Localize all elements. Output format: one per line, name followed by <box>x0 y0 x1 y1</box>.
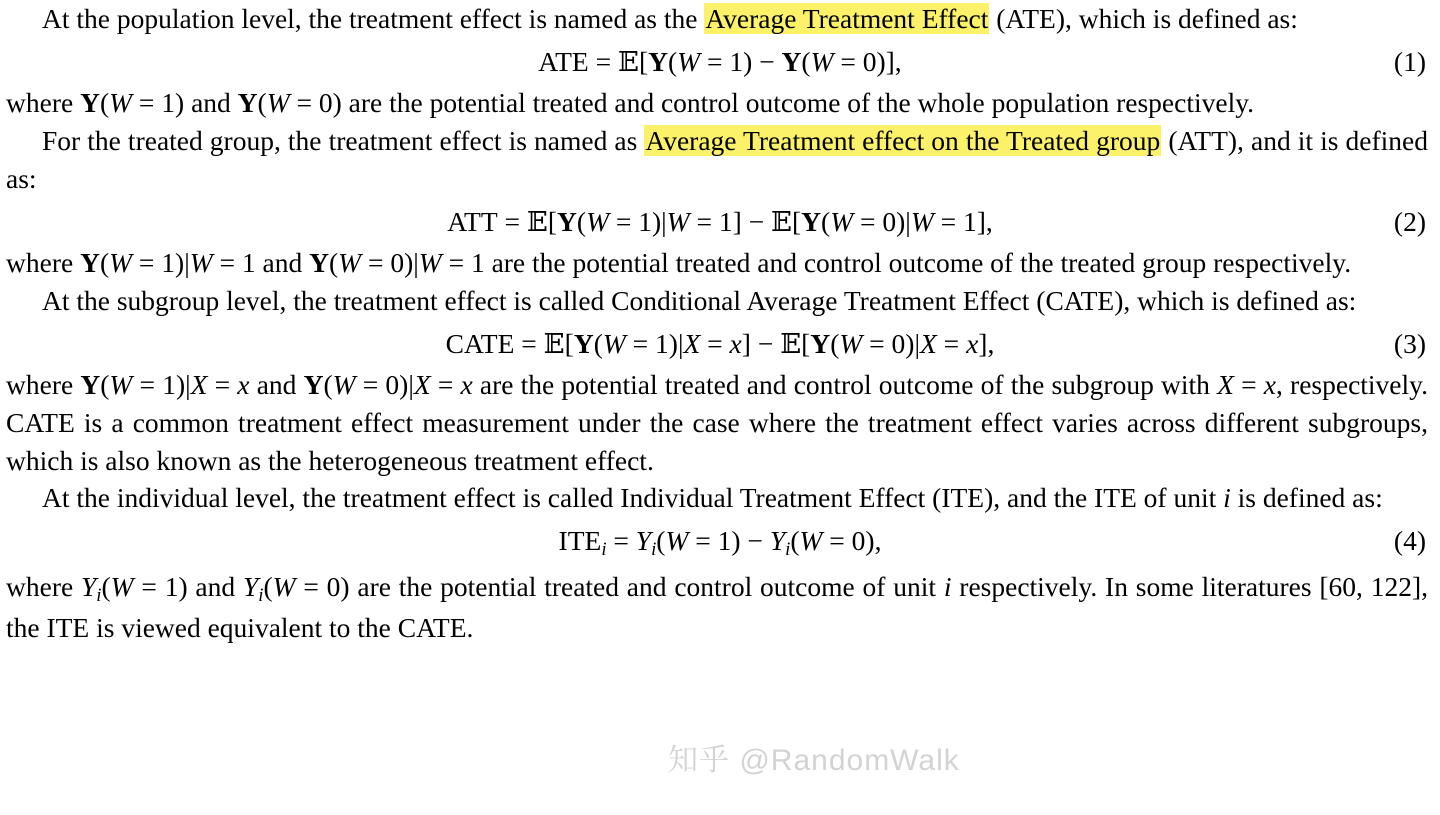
equation-4 <box>0 525 1440 561</box>
equation-2-body: ATT = 𝔼[Y(W = 1)|W = 1] − 𝔼[Y(W = 0)|W = 1], <box>447 205 993 238</box>
paragraph-where-cate: where Y(W = 1)|X = x and Y(W = 0)|X = x are the potential treated and control outcome of the subgroup with X = x, respectively. CATE is a common treatment effect measurement under the case where the treatment effect varies across different subgroups, which is also known as the heterogeneous treatment effect. <box>6 368 1428 476</box>
paragraph-text-part: For the treated group, the treatment effect is named as <box>42 124 645 156</box>
equation-4-number: (4) <box>1393 525 1426 557</box>
equation-3-number: (3) <box>1393 327 1426 359</box>
equation-1-number: (1) <box>1393 45 1426 77</box>
equation-2-number: (2) <box>1393 205 1426 237</box>
equation-3 <box>0 328 1440 360</box>
paragraph-subgroup-level: At the subgroup level, the treatment effect is called Conditional Average Treatment Effect (CATE), which is defined as: <box>42 284 1357 316</box>
paragraph-text-part: (ATT), and it is defined as: <box>6 124 1428 194</box>
paragraph-where-ite: where $Y_i(W = 1)$ and $Y_i(W = 0)$ are the potential treated and control outcome of unit i respectively. In some literatures [60, 122], the ITE is viewed equivalent to the CATE. <box>6 570 1428 643</box>
paragraph-where-ate: where Y(W = 1) and Y(W = 0) are the potential treated and control outcome of the whole population respectively. <box>6 86 1255 118</box>
equation-3-body: CATE = 𝔼[Y(W = 1)|X = x] − 𝔼[Y(W = 0)|X = x], <box>445 327 995 360</box>
equation-2 <box>0 206 1440 238</box>
equation-1 <box>0 46 1440 78</box>
highlight-att: Average Treatment effect on the Treated group <box>645 124 1161 156</box>
paragraph-where-att: where Y(W = 1)|W = 1 and Y(W = 0)|W = 1 are the potential treated and control outcome of the treated group respectively. <box>6 246 1352 278</box>
paragraph-individual-level: At the individual level, the treatment effect is called Individual Treatment Effect (ITE), and the ITE of unit i is defined as: <box>42 482 1383 514</box>
equation-1-body: ATE = 𝔼[Y(W = 1) − Y(W = 0)], <box>538 45 902 78</box>
watermark: 知乎 @RandomWalk <box>668 744 960 777</box>
paragraph-text-part: At the population level, the treatment effect is named as the <box>42 3 705 34</box>
highlight-average-treatment-effect: Average Treatment Effect <box>705 3 989 34</box>
citation-reference: [60, 122] <box>1319 570 1422 602</box>
paragraph-treated-group <box>6 122 1428 198</box>
paragraph-text-part: (ATE), which is defined as: <box>989 3 1298 34</box>
paragraph-population-level <box>6 0 1428 38</box>
equation-4-body: $ITE_i = Y_i(W = 1) - Y_i(W = 0)$, <box>558 525 882 561</box>
